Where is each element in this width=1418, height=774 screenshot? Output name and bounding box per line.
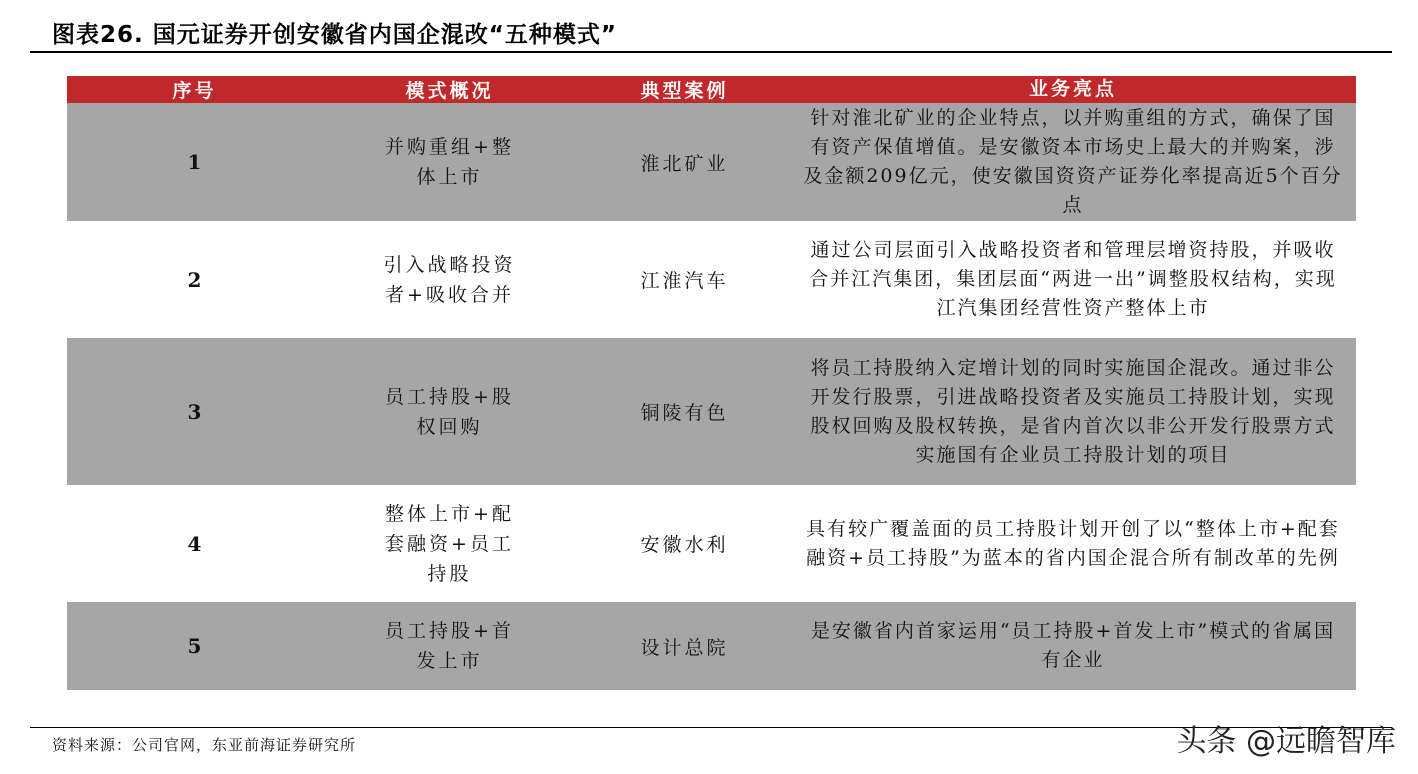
mode-table bbox=[67, 76, 1356, 690]
header-no: 序号 bbox=[172, 80, 217, 102]
header-mode: 模式概况 bbox=[405, 80, 494, 102]
row-mode: 员工持股+股权回购 bbox=[385, 385, 514, 438]
row-mode: 并购重组+整体上市 bbox=[385, 136, 514, 188]
row-case: 安徽水利 bbox=[640, 534, 729, 556]
row-no: 5 bbox=[187, 634, 202, 658]
row-no: 4 bbox=[187, 531, 202, 556]
row-highlight: 具有较广覆盖面的员工持股计划开创了以“整体上市+配套融资+员工持股”为蓝本的省内国企混合所有制改革的先例 bbox=[806, 517, 1340, 569]
source-note: 资料来源：公司官网，东亚前海证券研究所 bbox=[52, 736, 357, 754]
header-case: 典型案例 bbox=[640, 80, 729, 102]
row-no: 1 bbox=[187, 150, 202, 174]
row-case: 淮北矿业 bbox=[640, 152, 729, 175]
table-row bbox=[67, 338, 1356, 485]
row-highlight: 针对淮北矿业的企业特点，以并购重组的方式，确保了国有资产保值增值。是安徽资本市场史上最大的并购案，涉及金额209亿元，使安徽国资资产证券化率提高近5个百分点 bbox=[803, 107, 1343, 216]
row-no: 3 bbox=[187, 399, 202, 424]
table-row bbox=[67, 103, 1356, 221]
figure-title: 图表26. 国元证券开创安徽省内国企混改“五种模式” bbox=[52, 22, 617, 48]
table-row bbox=[67, 485, 1356, 602]
row-case: 铜陵有色 bbox=[640, 402, 729, 424]
row-case: 设计总院 bbox=[640, 636, 729, 659]
row-highlight: 将员工持股纳入定增计划的同时实施国企混改。通过非公开发行股票，引进战略投资者及实施员工持股计划，实现股权回购及股权转换，是省内首次以非公开发行股票方式实施国有企业员工持股计划的项目 bbox=[810, 356, 1336, 466]
title-divider bbox=[30, 51, 1392, 53]
row-case: 江淮汽车 bbox=[640, 270, 729, 292]
row-no: 2 bbox=[187, 267, 202, 292]
row-mode: 员工持股+首发上市 bbox=[385, 620, 514, 672]
table-row bbox=[67, 602, 1356, 690]
table-header bbox=[67, 76, 1356, 103]
watermark: 头条 @远瞻智库 bbox=[1176, 724, 1396, 759]
header-highlight: 业务亮点 bbox=[1028, 78, 1117, 100]
row-mode: 引入战略投资者+吸收合并 bbox=[383, 253, 516, 306]
row-mode: 整体上市+配套融资+员工持股 bbox=[385, 502, 514, 585]
row-highlight: 通过公司层面引入战略投资者和管理层增资持股，并吸收合并江汽集团，集团层面“两进一出”调整股权结构，实现江汽集团经营性资产整体上市 bbox=[809, 239, 1337, 319]
row-highlight: 是安徽省内首家运用“员工持股+首发上市”模式的省属国有企业 bbox=[810, 620, 1336, 671]
table-row bbox=[67, 221, 1356, 338]
